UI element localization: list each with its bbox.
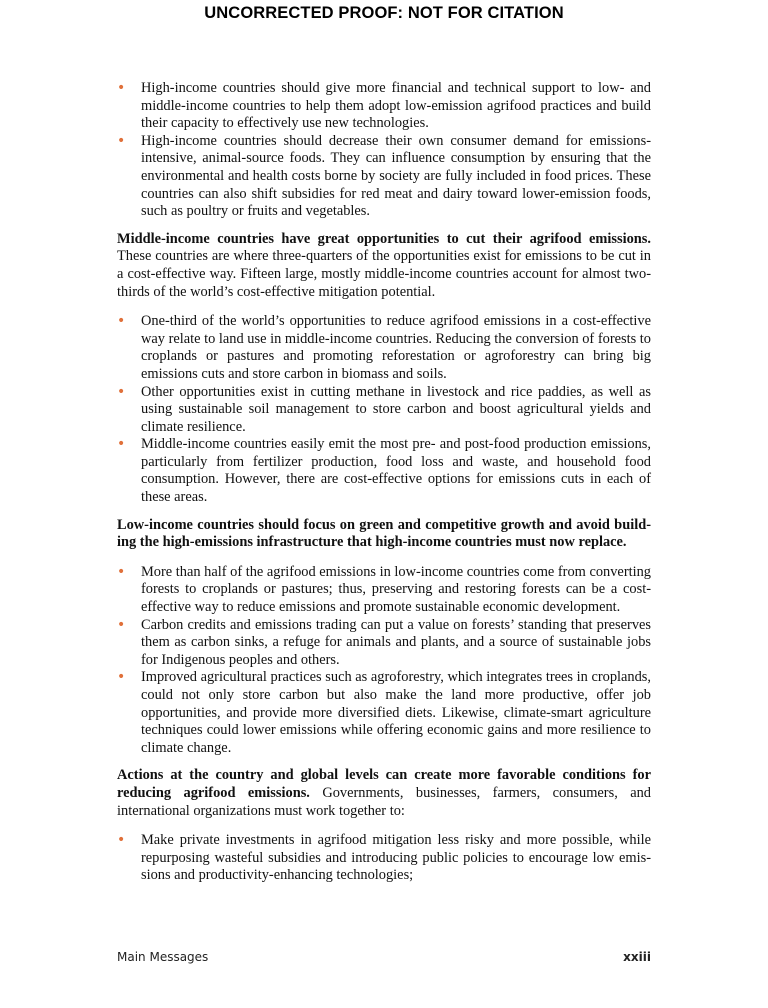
list-item (117, 669, 651, 757)
proof-banner: UNCORRECTED PROOF: NOT FOR CITATION (204, 4, 564, 22)
list-item-text: One-third of the world’s opportunities to reduce agrifood emissions in a cost-effective way relate to land use in middle-income countries. Reducing the conversion of forests to croplands or pastures and promoting reforestation or agroforestry can bring big emissions cuts and store carbon in biomass and soils. (141, 313, 651, 382)
page-body (117, 80, 651, 885)
footer-section-name: Main Messages (117, 950, 209, 964)
bullet-icon: • (117, 436, 126, 453)
list-item (117, 436, 651, 506)
list-item-text: Make private investments in agrifood mitigation less risky and more possible, while repurposing wasteful subsidies and introducing public policies to encourage low emissions and productivity-enhancing technologies; (141, 832, 651, 884)
bullet-icon: • (117, 132, 126, 149)
list-item-text: High-income countries should decrease their own consumer demand for emissions-intensive, animal-source foods. They can influence consumption by ensuring that the environmental and health costs borne by society are fully included in food prices. These countries can also shift subsidies for red meat and dairy toward lower-emission foods, such as poultry or fruits and vegetables. (141, 132, 651, 220)
list-item-text: More than half of the agrifood emissions in low-income countries come from converting forests to croplands or pastures; thus, preserving and restoring forests can be a cost-effective way to reduce emissions and promote sustainable economic development. (141, 563, 651, 616)
list-item (117, 832, 651, 885)
list-item-text: Middle-income countries easily emit the most pre- and post-food production emissions, particularly from fertilizer production, food loss and waste, and household food consumption. However, there are cost-effective options for emissions cuts in each of these areas. (141, 436, 651, 506)
low-income-bullet-list (117, 564, 651, 758)
bullet-icon: • (117, 616, 126, 633)
list-item-text: Carbon credits and emissions trading can put a value on forests’ standing that preserves them as carbon sinks, a refuge for animals and plants, and a source of sustainable jobs for Indigenous peoples and others. (141, 616, 651, 668)
list-item (117, 313, 651, 383)
bullet-icon: • (117, 313, 126, 330)
page-number: xxiii (623, 950, 651, 964)
paragraph-lead: Low-income countries should focus on green and competitive growth and avoid building the high-emissions infrastructure that high-income countries must now replace. (117, 516, 651, 551)
bullet-icon: • (117, 563, 126, 580)
middle-income-bullet-list (117, 313, 651, 507)
list-item-text: Improved agricultural practices such as agroforestry, which integrates trees in croplands, could not only store carbon but also make the land more productive, offer job opportunities, and provide more diversified diets. Likewise, climate-smart agriculture techniques could lower emissions while offering economic gains and more resilience to climate change. (141, 669, 651, 756)
bullet-icon: • (117, 832, 126, 849)
list-item (117, 617, 651, 670)
list-item (117, 384, 651, 437)
global-actions-bullet-list (117, 832, 651, 885)
paragraph-lead: Middle-income countries have great opportunities to cut their agrifood emissions. (117, 230, 651, 247)
list-item (117, 133, 651, 221)
list-item (117, 564, 651, 617)
middle-income-paragraph (117, 231, 651, 301)
high-income-bullet-list (117, 80, 651, 221)
list-item-text: High-income countries should give more financial and technical support to low- and middle-income countries to help them adopt low-emission agrifood practices and build their capacity to effectively use new technologies. (141, 80, 651, 132)
bullet-icon: • (117, 80, 126, 96)
low-income-paragraph (117, 517, 651, 552)
global-actions-paragraph (117, 767, 651, 820)
paragraph-lead: Actions at the country and global levels can create more favorable conditions for reducing agrifood emissions. (117, 767, 651, 801)
bullet-icon: • (117, 383, 126, 400)
paragraph-body: Governments, businesses, farmers, consumers, and international organizations must work together to: (117, 784, 651, 819)
list-item (117, 80, 651, 133)
bullet-icon: • (117, 669, 126, 686)
list-item-text: Other opportunities exist in cutting methane in livestock and rice paddies, as well as using sustainable soil management to store carbon and boost agricultural yields and climate resilience. (141, 383, 651, 435)
paragraph-body: These countries are where three-quarters of the opportunities exist for emissions to be cut in a cost-effective way. Fifteen large, mostly middle-income countries account for almost two-thirds of the world’s cost-effective mitigation potential. (117, 248, 651, 300)
